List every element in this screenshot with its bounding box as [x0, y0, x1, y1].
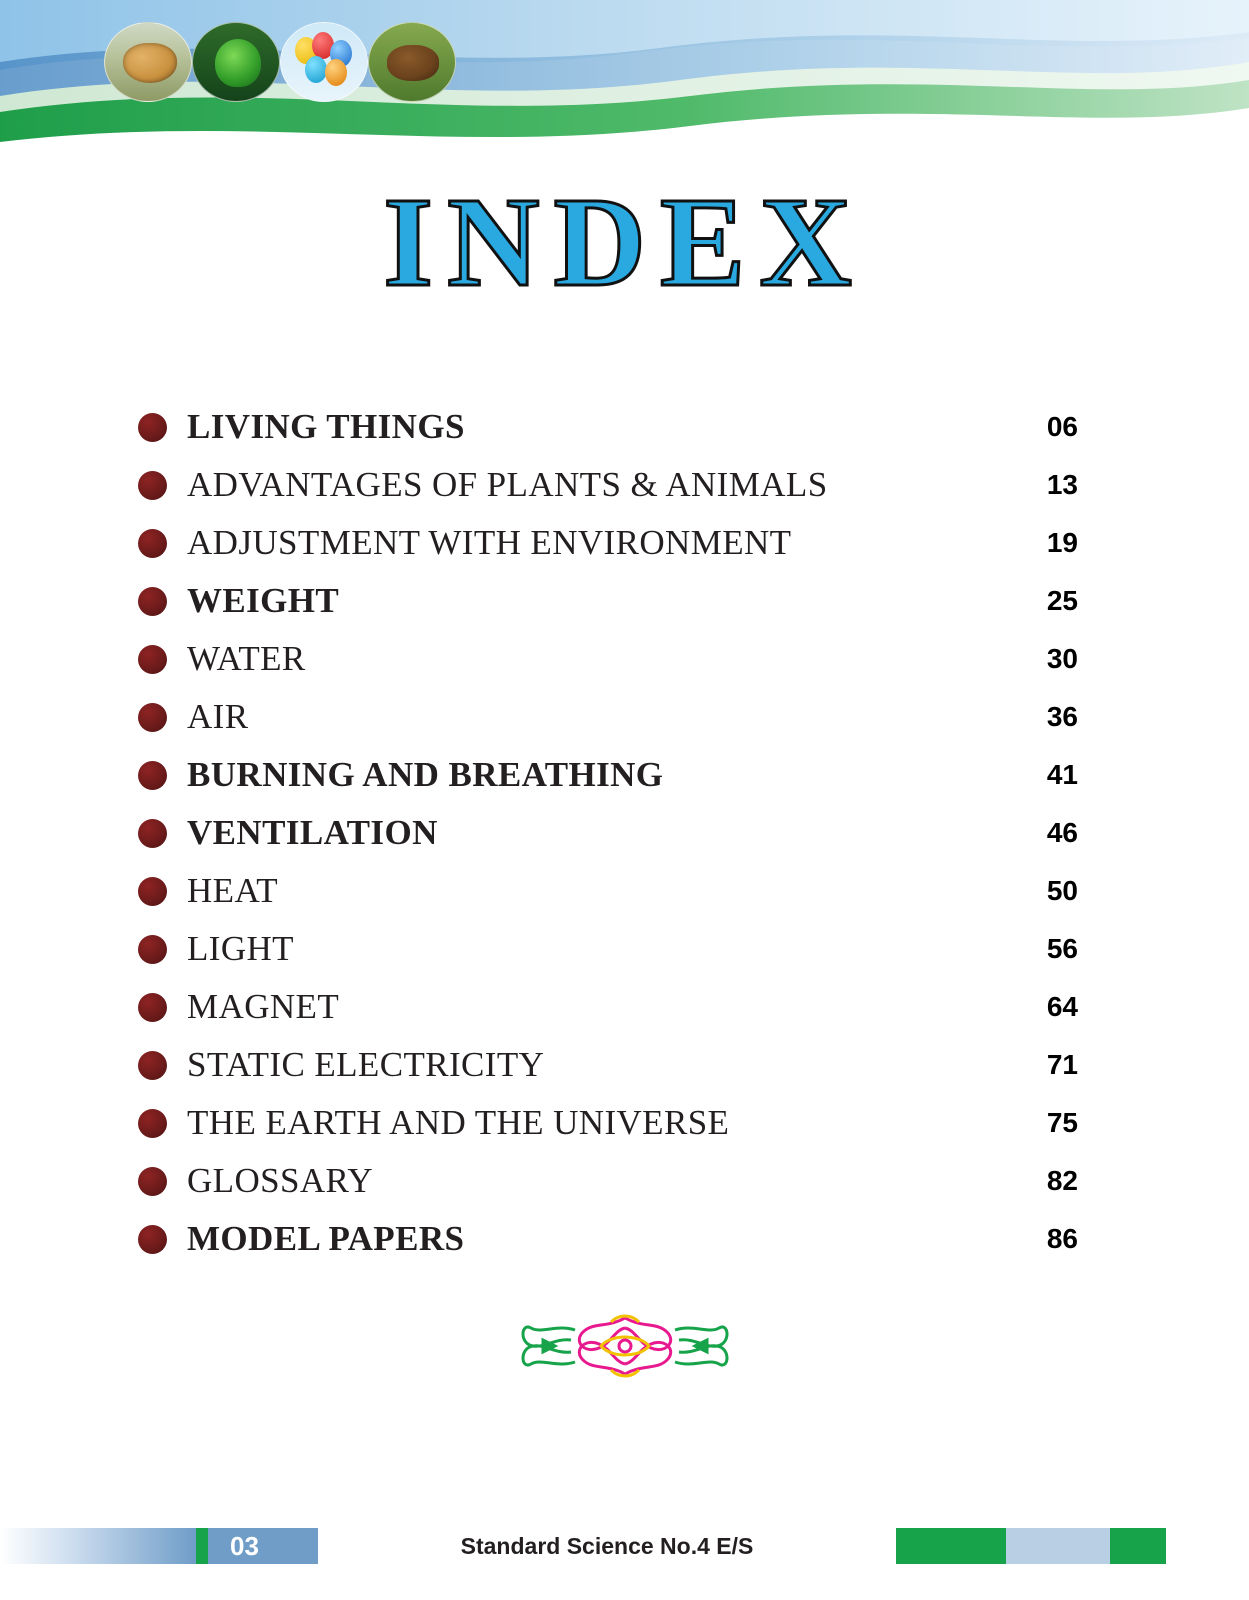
list-item[interactable] [138, 1210, 1078, 1268]
list-item-page: 71 [1046, 1049, 1078, 1080]
bullet-icon [138, 877, 167, 906]
list-item[interactable] [138, 1094, 1078, 1152]
list-item-label: WATER [187, 639, 306, 678]
list-item-page: 86 [1046, 1223, 1078, 1254]
page-footer [0, 1514, 1249, 1600]
footer-band-left [0, 1528, 196, 1564]
list-item-page: 56 [1046, 933, 1078, 964]
list-item-label: STATIC ELECTRICITY [187, 1045, 545, 1084]
list-item-label: WEIGHT [187, 581, 340, 620]
list-item[interactable] [138, 804, 1078, 862]
bullet-icon [138, 645, 167, 674]
list-item-page: 36 [1046, 701, 1078, 732]
index-list [138, 398, 1078, 1268]
list-item-page: 25 [1046, 585, 1078, 616]
list-item-page: 13 [1046, 469, 1078, 500]
list-item[interactable] [138, 456, 1078, 514]
bear-photo [368, 22, 456, 102]
list-item[interactable] [138, 1036, 1078, 1094]
bullet-icon [138, 1109, 167, 1138]
footer-band-blue-right [1006, 1528, 1110, 1564]
bullet-icon [138, 471, 167, 500]
header-photo-strip [104, 22, 456, 102]
list-item-label: ADVANTAGES OF PLANTS & ANIMALS [187, 465, 828, 504]
list-item-page: 82 [1046, 1165, 1078, 1196]
list-item-label: MODEL PAPERS [187, 1219, 465, 1258]
list-item[interactable] [138, 572, 1078, 630]
list-item-page: 50 [1046, 875, 1078, 906]
list-item-label: BURNING AND BREATHING [187, 755, 664, 794]
footer-band-green-far-right [1110, 1528, 1166, 1564]
footer-caption: Standard Science No.4 E/S [460, 1533, 754, 1559]
list-item[interactable] [138, 630, 1078, 688]
cheetah-photo [104, 22, 192, 102]
bullet-icon [138, 1051, 167, 1080]
list-item-label: MAGNET [187, 987, 340, 1026]
bullet-icon [138, 703, 167, 732]
list-item-page: 64 [1046, 991, 1078, 1022]
list-item-label: LIGHT [187, 929, 294, 968]
list-item[interactable] [138, 862, 1078, 920]
list-item[interactable] [138, 514, 1078, 572]
list-item-label: ADJUSTMENT WITH ENVIRONMENT [187, 523, 792, 562]
list-item[interactable] [138, 746, 1078, 804]
list-item[interactable] [138, 1152, 1078, 1210]
list-item[interactable] [138, 978, 1078, 1036]
bullet-icon [138, 1167, 167, 1196]
page-number: 03 [230, 1531, 259, 1561]
list-item-label: GLOSSARY [187, 1161, 374, 1200]
bullet-icon [138, 587, 167, 616]
list-item-page: 19 [1046, 527, 1078, 558]
list-item-label: THE EARTH AND THE UNIVERSE [187, 1103, 730, 1142]
list-item-label: LIVING THINGS [187, 407, 465, 446]
balloons-photo [280, 22, 368, 102]
list-item-page: 41 [1046, 759, 1078, 790]
list-item-page: 75 [1046, 1107, 1078, 1138]
page-title: INDEX [383, 171, 866, 313]
bullet-icon [138, 935, 167, 964]
list-item-label: HEAT [187, 871, 279, 910]
bullet-icon [138, 761, 167, 790]
bullet-icon [138, 413, 167, 442]
list-item-label: VENTILATION [187, 813, 438, 852]
bullet-icon [138, 1225, 167, 1254]
list-item-page: 30 [1046, 643, 1078, 674]
list-item-page: 46 [1046, 817, 1078, 848]
list-item[interactable] [138, 688, 1078, 746]
parrot-photo [192, 22, 280, 102]
footer-band-green-right [896, 1528, 1006, 1564]
bullet-icon [138, 993, 167, 1022]
bullet-icon [138, 529, 167, 558]
footer-band-white-far-right [1166, 1528, 1249, 1564]
list-item[interactable] [138, 398, 1078, 456]
floral-divider-ornament [0, 1310, 1249, 1387]
list-item-label: AIR [187, 697, 249, 736]
list-item[interactable] [138, 920, 1078, 978]
footer-band-green-accent [196, 1528, 208, 1564]
list-item-page: 06 [1046, 411, 1078, 442]
bullet-icon [138, 819, 167, 848]
